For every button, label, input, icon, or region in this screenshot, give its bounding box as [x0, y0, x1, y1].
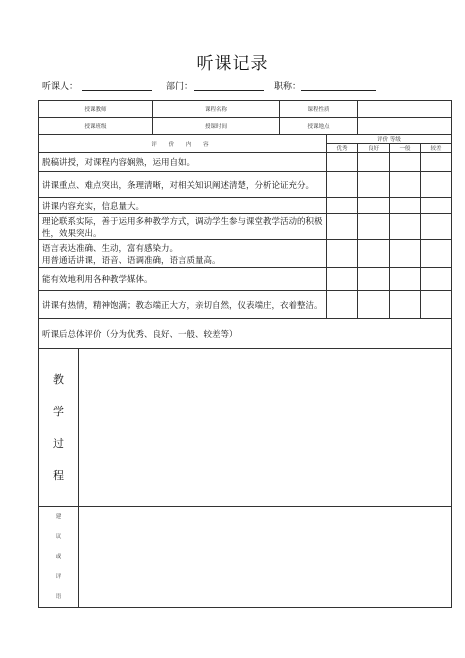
info-row-1	[39, 101, 452, 118]
location-label: 授课地点	[280, 118, 358, 135]
grade-cell[interactable]	[358, 153, 390, 172]
position-label: 职称：	[274, 82, 302, 92]
grade-cell[interactable]	[358, 291, 390, 319]
grade-cell[interactable]	[358, 214, 390, 240]
criterion-row	[39, 172, 452, 198]
grade-cell[interactable]	[358, 172, 390, 198]
course-type-field[interactable]	[358, 101, 452, 118]
grade-average: 一般	[390, 144, 421, 153]
grade-cell[interactable]	[390, 291, 421, 319]
criterion-text: 讲课重点、难点突出，条理清晰，对相关知识阐述清楚，分析论证充分。	[39, 172, 327, 198]
grade-cell[interactable]	[421, 291, 452, 319]
eval-header-row	[39, 135, 452, 144]
suggestion-label: 建议或评语	[39, 507, 79, 608]
location-field[interactable]	[358, 118, 452, 135]
grade-cell[interactable]	[327, 172, 358, 198]
position-field[interactable]	[301, 90, 376, 91]
grade-cell[interactable]	[327, 153, 358, 172]
listener-field[interactable]	[82, 90, 152, 91]
suggestion-field[interactable]	[79, 507, 452, 608]
course-name-label: 课程名称	[153, 101, 280, 118]
grade-cell[interactable]	[358, 240, 390, 268]
grade-poor: 较差	[421, 144, 452, 153]
criterion-row	[39, 240, 452, 268]
criterion-row	[39, 291, 452, 319]
overall-evaluation-label: 听课后总体评价（分为优秀、良好、一般、较差等）	[39, 319, 452, 349]
department-label: 部门：	[166, 82, 194, 92]
evaluation-table	[38, 100, 452, 608]
criterion-row	[39, 268, 452, 291]
criterion-text: 讲课有热情，精神饱满；教态端正大方，亲切自然，仪表端庄，衣着整洁。	[39, 291, 327, 319]
teacher-label: 授课教师	[39, 101, 153, 118]
time-label: 授课时间	[153, 118, 280, 135]
grade-header: 评价 等级	[327, 135, 452, 144]
grade-cell[interactable]	[327, 291, 358, 319]
content-header: 评 价 内 容	[39, 135, 327, 153]
grade-cell[interactable]	[421, 240, 452, 268]
grade-cell[interactable]	[421, 268, 452, 291]
listener-label: 听课人：	[42, 82, 79, 92]
grade-cell[interactable]	[327, 268, 358, 291]
page-title: 听课记录	[196, 54, 269, 74]
course-type-label: 课程性质	[280, 101, 358, 118]
suggestion-row	[39, 507, 452, 608]
process-row	[39, 349, 452, 507]
criterion-row	[39, 214, 452, 240]
grade-cell[interactable]	[390, 214, 421, 240]
grade-good: 良好	[358, 144, 390, 153]
process-field[interactable]	[79, 349, 452, 507]
info-row-2	[39, 118, 452, 135]
grade-cell[interactable]	[421, 153, 452, 172]
grade-cell[interactable]	[390, 268, 421, 291]
overall-row	[39, 319, 452, 349]
department-field[interactable]	[194, 90, 264, 91]
grade-excellent: 优秀	[327, 144, 358, 153]
grade-cell[interactable]	[327, 240, 358, 268]
criterion-text: 理论联系实际，善于运用多种教学方式，调动学生参与课堂教学活动的积极性，效果突出。	[39, 214, 327, 240]
criterion-text: 语言表达准确、生动，富有感染力。 用普通话讲课，语音、语调准确，语言质量高。	[39, 240, 327, 268]
grade-cell[interactable]	[327, 198, 358, 214]
criterion-row	[39, 153, 452, 172]
grade-cell[interactable]	[421, 198, 452, 214]
criterion-text: 脱稿讲授，对课程内容娴熟，运用自如。	[39, 153, 327, 172]
criterion-text: 能有效地利用各种教学媒体。	[39, 268, 327, 291]
grade-cell[interactable]	[421, 172, 452, 198]
criterion-row	[39, 198, 452, 214]
grade-cell[interactable]	[390, 172, 421, 198]
grade-cell[interactable]	[390, 153, 421, 172]
grade-cell[interactable]	[358, 268, 390, 291]
criterion-text: 讲课内容充实，信息量大。	[39, 198, 327, 214]
grade-cell[interactable]	[421, 214, 452, 240]
class-label: 授课班级	[39, 118, 153, 135]
grade-cell[interactable]	[390, 240, 421, 268]
grade-cell[interactable]	[327, 214, 358, 240]
process-label: 教学过程	[39, 349, 79, 507]
grade-cell[interactable]	[390, 198, 421, 214]
grade-cell[interactable]	[358, 198, 390, 214]
